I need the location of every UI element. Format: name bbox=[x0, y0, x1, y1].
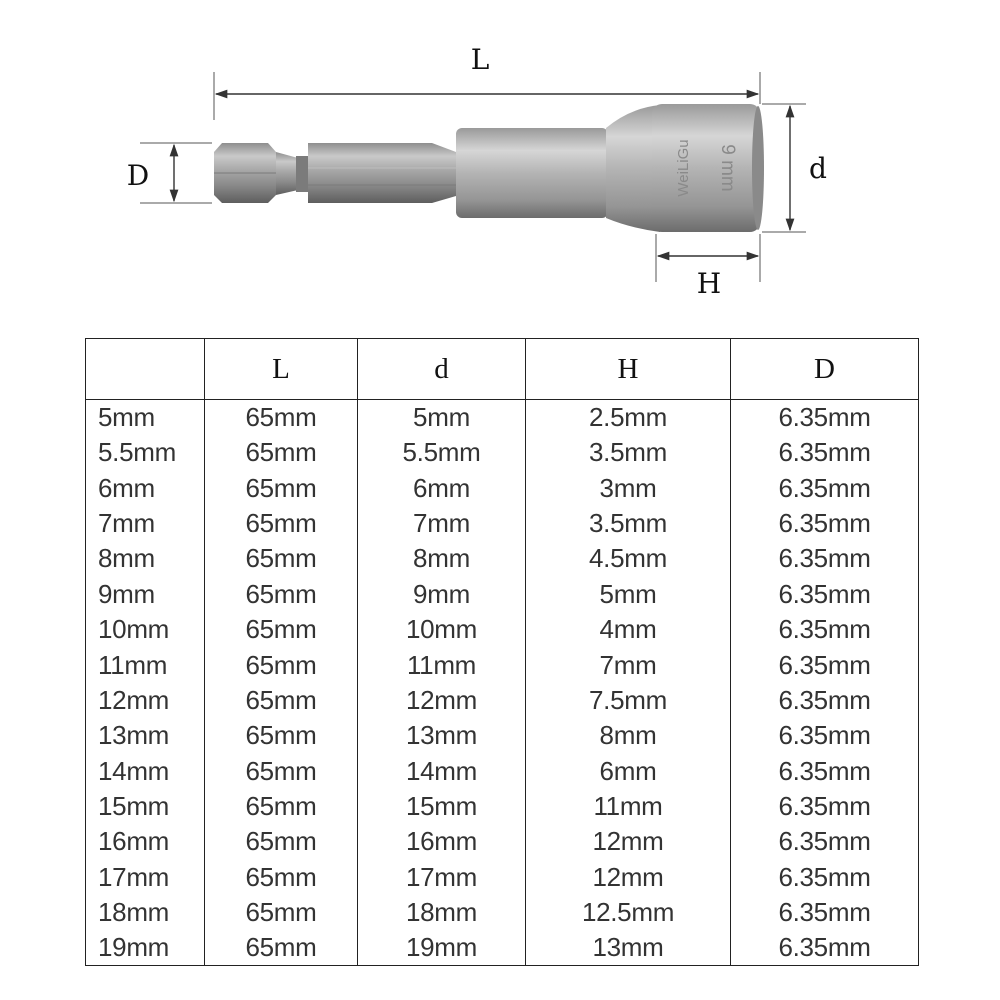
cell-D: 6.35mm bbox=[731, 541, 919, 576]
cell-size: 7mm bbox=[86, 506, 205, 541]
cell-L: 65mm bbox=[205, 577, 358, 612]
table-row bbox=[86, 647, 919, 682]
header-L: L bbox=[205, 339, 358, 400]
cell-size: 19mm bbox=[86, 930, 205, 966]
cell-L: 65mm bbox=[205, 541, 358, 576]
cell-d: 10mm bbox=[358, 612, 526, 647]
cell-size: 12mm bbox=[86, 683, 205, 718]
size-spec-table bbox=[85, 338, 919, 966]
cell-d: 9mm bbox=[358, 577, 526, 612]
dimension-D bbox=[127, 143, 212, 203]
cell-size: 10mm bbox=[86, 612, 205, 647]
cell-D: 6.35mm bbox=[731, 400, 919, 436]
cell-d: 8mm bbox=[358, 541, 526, 576]
cell-size: 18mm bbox=[86, 895, 205, 930]
cell-d: 6mm bbox=[358, 470, 526, 505]
table-row bbox=[86, 435, 919, 470]
header-d: d bbox=[358, 339, 526, 400]
cell-L: 65mm bbox=[205, 435, 358, 470]
size-marking: 9 mm bbox=[717, 144, 738, 192]
cell-d: 7mm bbox=[358, 506, 526, 541]
cell-D: 6.35mm bbox=[731, 683, 919, 718]
cell-L: 65mm bbox=[205, 930, 358, 966]
cell-d: 19mm bbox=[358, 930, 526, 966]
cell-size: 13mm bbox=[86, 718, 205, 753]
cell-L: 65mm bbox=[205, 860, 358, 895]
cell-L: 65mm bbox=[205, 400, 358, 436]
cell-d: 14mm bbox=[358, 754, 526, 789]
cell-D: 6.35mm bbox=[731, 789, 919, 824]
cell-size: 14mm bbox=[86, 754, 205, 789]
cell-D: 6.35mm bbox=[731, 612, 919, 647]
cell-size: 5.5mm bbox=[86, 435, 205, 470]
cell-D: 6.35mm bbox=[731, 930, 919, 966]
cell-H: 3mm bbox=[526, 470, 731, 505]
cell-H: 7mm bbox=[526, 647, 731, 682]
table-row bbox=[86, 860, 919, 895]
cell-d: 5.5mm bbox=[358, 435, 526, 470]
cell-L: 65mm bbox=[205, 895, 358, 930]
cell-H: 2.5mm bbox=[526, 400, 731, 436]
cell-H: 12mm bbox=[526, 824, 731, 859]
cell-H: 3.5mm bbox=[526, 435, 731, 470]
cell-H: 3.5mm bbox=[526, 506, 731, 541]
cell-d: 17mm bbox=[358, 860, 526, 895]
cell-L: 65mm bbox=[205, 754, 358, 789]
cell-D: 6.35mm bbox=[731, 718, 919, 753]
cell-size: 15mm bbox=[86, 789, 205, 824]
cell-H: 7.5mm bbox=[526, 683, 731, 718]
cell-D: 6.35mm bbox=[731, 506, 919, 541]
header-D: D bbox=[731, 339, 919, 400]
table-row bbox=[86, 824, 919, 859]
nut-driver-diagram bbox=[0, 0, 1000, 320]
header-size bbox=[86, 339, 205, 400]
cell-size: 11mm bbox=[86, 647, 205, 682]
table-body bbox=[86, 400, 919, 966]
table-row bbox=[86, 577, 919, 612]
cell-L: 65mm bbox=[205, 470, 358, 505]
header-H: H bbox=[526, 339, 731, 400]
cell-H: 6mm bbox=[526, 754, 731, 789]
cell-H: 13mm bbox=[526, 930, 731, 966]
cell-size: 16mm bbox=[86, 824, 205, 859]
dimension-d-label: d bbox=[809, 152, 827, 185]
cell-L: 65mm bbox=[205, 789, 358, 824]
cell-D: 6.35mm bbox=[731, 577, 919, 612]
cell-d: 5mm bbox=[358, 400, 526, 436]
dimension-D-label: D bbox=[126, 159, 150, 192]
table-row bbox=[86, 506, 919, 541]
cell-L: 65mm bbox=[205, 647, 358, 682]
table-row bbox=[86, 400, 919, 436]
cell-size: 8mm bbox=[86, 541, 205, 576]
cell-d: 18mm bbox=[358, 895, 526, 930]
dimension-L-label: L bbox=[470, 43, 490, 76]
table-row bbox=[86, 541, 919, 576]
cell-D: 6.35mm bbox=[731, 895, 919, 930]
cell-H: 4mm bbox=[526, 612, 731, 647]
cell-D: 6.35mm bbox=[731, 435, 919, 470]
cell-H: 11mm bbox=[526, 789, 731, 824]
dimension-H-label: H bbox=[696, 267, 722, 300]
cell-size: 9mm bbox=[86, 577, 205, 612]
table-row bbox=[86, 930, 919, 966]
dimension-d bbox=[762, 104, 827, 232]
cell-d: 12mm bbox=[358, 683, 526, 718]
cell-d: 11mm bbox=[358, 647, 526, 682]
cell-size: 5mm bbox=[86, 400, 205, 436]
table-row bbox=[86, 895, 919, 930]
cell-H: 12mm bbox=[526, 860, 731, 895]
cell-size: 17mm bbox=[86, 860, 205, 895]
table-row bbox=[86, 718, 919, 753]
cell-d: 15mm bbox=[358, 789, 526, 824]
cell-H: 4.5mm bbox=[526, 541, 731, 576]
cell-D: 6.35mm bbox=[731, 470, 919, 505]
cell-L: 65mm bbox=[205, 612, 358, 647]
cell-D: 6.35mm bbox=[731, 754, 919, 789]
cell-D: 6.35mm bbox=[731, 824, 919, 859]
table-row bbox=[86, 789, 919, 824]
dimension-H bbox=[656, 234, 760, 300]
cell-size: 6mm bbox=[86, 470, 205, 505]
table-row bbox=[86, 470, 919, 505]
cell-d: 16mm bbox=[358, 824, 526, 859]
cell-d: 13mm bbox=[358, 718, 526, 753]
cell-D: 6.35mm bbox=[731, 860, 919, 895]
cell-L: 65mm bbox=[205, 683, 358, 718]
cell-L: 65mm bbox=[205, 718, 358, 753]
table-row bbox=[86, 683, 919, 718]
table-row bbox=[86, 754, 919, 789]
nut-driver-bit-image bbox=[214, 104, 764, 232]
cell-L: 65mm bbox=[205, 506, 358, 541]
table-row bbox=[86, 612, 919, 647]
brand-marking: WeiLiGu bbox=[675, 139, 692, 197]
table-header-row bbox=[86, 339, 919, 400]
cell-D: 6.35mm bbox=[731, 647, 919, 682]
cell-L: 65mm bbox=[205, 824, 358, 859]
cell-H: 5mm bbox=[526, 577, 731, 612]
cell-H: 8mm bbox=[526, 718, 731, 753]
cell-H: 12.5mm bbox=[526, 895, 731, 930]
